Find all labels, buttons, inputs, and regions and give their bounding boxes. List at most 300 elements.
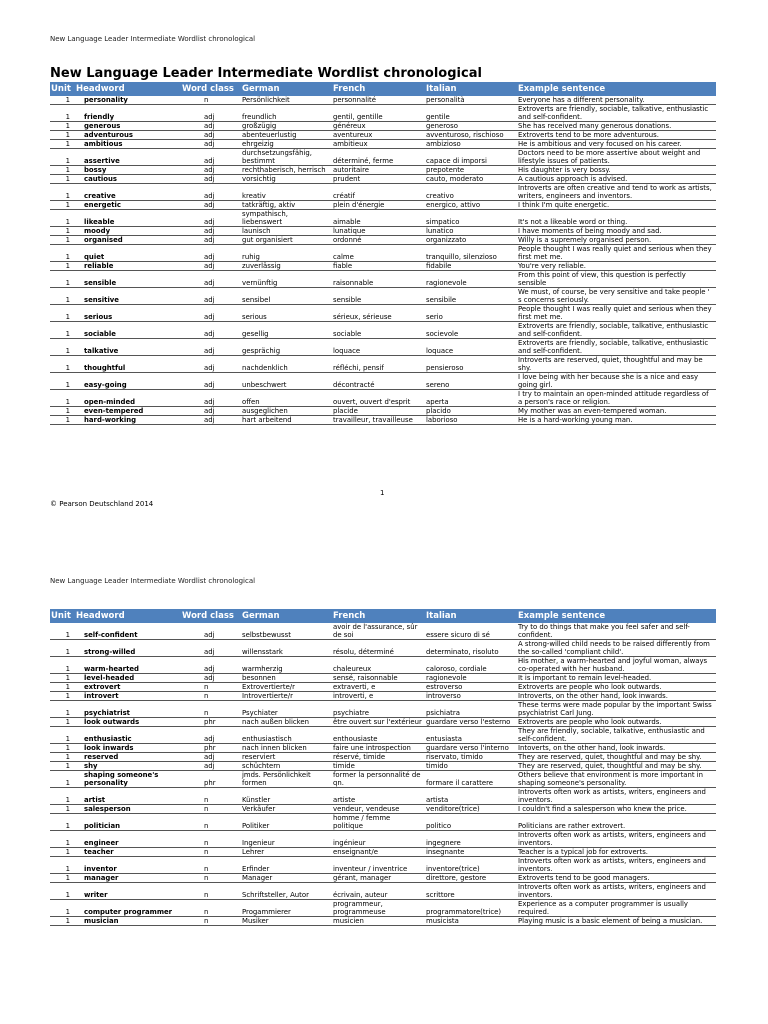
example-sentence-cell: Introverts, on the other hand, look inwards. <box>516 692 716 701</box>
word-class-cell: adj <box>180 227 240 236</box>
german-cell: zuverlässig <box>240 262 331 271</box>
headword-cell: enthusiastic <box>74 727 180 744</box>
french-cell: sociable <box>331 322 424 339</box>
german-cell: ausgeglichen <box>240 407 331 416</box>
italian-cell: musicista <box>424 917 516 926</box>
unit-cell: 1 <box>50 184 74 201</box>
table-body <box>50 623 716 926</box>
italian-cell: pensieroso <box>424 356 516 373</box>
word-class-cell: adj <box>180 288 240 305</box>
french-cell: musicien <box>331 917 424 926</box>
italian-cell: sensibile <box>424 288 516 305</box>
table-row <box>50 900 716 917</box>
italian-cell: serio <box>424 305 516 322</box>
headword-cell: computer programmer <box>74 900 180 917</box>
example-sentence-cell: Teacher is a typical job for extroverts. <box>516 848 716 857</box>
headword-cell: shaping someone's personality <box>74 771 180 788</box>
french-cell: lunatique <box>331 227 424 236</box>
column-header: Example sentence <box>516 82 716 96</box>
headword-cell: musician <box>74 917 180 926</box>
french-cell: résolu, déterminé <box>331 640 424 657</box>
example-sentence-cell: His daughter is very bossy. <box>516 166 716 175</box>
german-cell: gut organisiert <box>240 236 331 245</box>
german-cell: rechthaberisch, herrisch <box>240 166 331 175</box>
french-cell: ambitieux <box>331 140 424 149</box>
example-sentence-cell: Extroverts are people who look outwards. <box>516 683 716 692</box>
headword-cell: look outwards <box>74 718 180 727</box>
word-class-cell: adj <box>180 727 240 744</box>
italian-cell: sereno <box>424 373 516 390</box>
example-sentence-cell: I have moments of being moody and sad. <box>516 227 716 236</box>
german-cell: launisch <box>240 227 331 236</box>
word-class-cell: n <box>180 683 240 692</box>
german-cell: tatkräftig, aktiv <box>240 201 331 210</box>
italian-cell: scrittore <box>424 883 516 900</box>
word-class-cell: n <box>180 831 240 848</box>
italian-cell: insegnante <box>424 848 516 857</box>
french-cell: réservé, timide <box>331 753 424 762</box>
french-cell: placide <box>331 407 424 416</box>
example-sentence-cell: Others believe that environment is more important in shaping someone's personality. <box>516 771 716 788</box>
word-class-cell: adj <box>180 105 240 122</box>
italian-cell: prepotente <box>424 166 516 175</box>
french-cell: généreux <box>331 122 424 131</box>
italian-cell: ragionevole <box>424 271 516 288</box>
french-cell: extraverti, e <box>331 683 424 692</box>
unit-cell: 1 <box>50 201 74 210</box>
example-sentence-cell: It is important to remain level-headed. <box>516 674 716 683</box>
headword-cell: engineer <box>74 831 180 848</box>
example-sentence-cell: Experience as a computer programmer is usually required. <box>516 900 716 917</box>
word-class-cell: adj <box>180 407 240 416</box>
word-class-cell: adj <box>180 262 240 271</box>
german-cell: Psychiater <box>240 701 331 718</box>
unit-cell: 1 <box>50 683 74 692</box>
italian-cell: simpatico <box>424 210 516 227</box>
headword-cell: salesperson <box>74 805 180 814</box>
french-cell: artiste <box>331 788 424 805</box>
german-cell: nach innen blicken <box>240 744 331 753</box>
french-cell: aimable <box>331 210 424 227</box>
copyright-notice: © Pearson Deutschland 2014 <box>50 500 154 508</box>
german-cell: Künstler <box>240 788 331 805</box>
italian-cell: generoso <box>424 122 516 131</box>
example-sentence-cell: Introverts often work as artists, writers, engineers and inventors. <box>516 883 716 900</box>
unit-cell: 1 <box>50 883 74 900</box>
example-sentence-cell: People thought I was really quiet and serious when they first met me. <box>516 305 716 322</box>
unit-cell: 1 <box>50 701 74 718</box>
unit-cell: 1 <box>50 788 74 805</box>
column-header: Headword <box>74 82 180 96</box>
word-class-cell: n <box>180 857 240 874</box>
french-cell: prudent <box>331 175 424 184</box>
column-header: Headword <box>74 609 180 623</box>
column-header: French <box>331 609 424 623</box>
french-cell: sérieux, sérieuse <box>331 305 424 322</box>
french-cell: déterminé, ferme <box>331 149 424 166</box>
unit-cell: 1 <box>50 623 74 640</box>
example-sentence-cell: I try to maintain an open-minded attitude regardless of a person's race or religion. <box>516 390 716 407</box>
headword-cell: level-headed <box>74 674 180 683</box>
headword-cell: strong-willed <box>74 640 180 657</box>
french-cell: programmeur, programmeuse <box>331 900 424 917</box>
example-sentence-cell: Extroverts tend to be good managers. <box>516 874 716 883</box>
italian-cell: riservato, timido <box>424 753 516 762</box>
column-header: Unit <box>50 609 74 623</box>
unit-cell: 1 <box>50 271 74 288</box>
french-cell: créatif <box>331 184 424 201</box>
example-sentence-cell: Everyone has a different personality. <box>516 96 716 105</box>
column-header: Italian <box>424 609 516 623</box>
headword-cell: bossy <box>74 166 180 175</box>
word-class-cell: adj <box>180 201 240 210</box>
german-cell: hart arbeitend <box>240 416 331 425</box>
german-cell: freundlich <box>240 105 331 122</box>
french-cell: aventureux <box>331 131 424 140</box>
column-header: Example sentence <box>516 609 716 623</box>
french-cell: vendeur, vendeuse <box>331 805 424 814</box>
table-row <box>50 623 716 640</box>
example-sentence-cell: Doctors need to be more assertive about weight and lifestyle issues of patients. <box>516 149 716 166</box>
table-row <box>50 674 716 683</box>
unit-cell: 1 <box>50 744 74 753</box>
word-class-cell: adj <box>180 356 240 373</box>
french-cell: autoritaire <box>331 166 424 175</box>
german-cell: serious <box>240 305 331 322</box>
italian-cell: inventore(trice) <box>424 857 516 874</box>
headword-cell: cautious <box>74 175 180 184</box>
word-class-cell: adj <box>180 416 240 425</box>
word-class-cell: adj <box>180 175 240 184</box>
french-cell: personnalité <box>331 96 424 105</box>
headword-cell: energetic <box>74 201 180 210</box>
headword-cell: talkative <box>74 339 180 356</box>
word-class-cell: n <box>180 874 240 883</box>
italian-cell: loquace <box>424 339 516 356</box>
headword-cell: ambitious <box>74 140 180 149</box>
example-sentence-cell: Willy is a supremely organised person. <box>516 236 716 245</box>
italian-cell: personalità <box>424 96 516 105</box>
german-cell: nach außen blicken <box>240 718 331 727</box>
french-cell: plein d'énergie <box>331 201 424 210</box>
example-sentence-cell: He is ambitious and very focused on his career. <box>516 140 716 149</box>
unit-cell: 1 <box>50 105 74 122</box>
german-cell: Manager <box>240 874 331 883</box>
headword-cell: friendly <box>74 105 180 122</box>
example-sentence-cell: Introverts often work as artists, writers, engineers and inventors. <box>516 788 716 805</box>
italian-cell: laborioso <box>424 416 516 425</box>
german-cell: Verkäufer <box>240 805 331 814</box>
word-class-cell: adj <box>180 339 240 356</box>
word-class-cell: phr <box>180 771 240 788</box>
example-sentence-cell: A strong-willed child needs to be raised differently from the so-called 'compliant child'. <box>516 640 716 657</box>
table-row <box>50 744 716 753</box>
italian-cell: estroverso <box>424 683 516 692</box>
word-class-cell: adj <box>180 271 240 288</box>
column-header: French <box>331 82 424 96</box>
italian-cell: venditore(trice) <box>424 805 516 814</box>
german-cell: offen <box>240 390 331 407</box>
headword-cell: manager <box>74 874 180 883</box>
example-sentence-cell: Intoverts, on the other hand, look inwards. <box>516 744 716 753</box>
column-header: Unit <box>50 82 74 96</box>
document-title: New Language Leader Intermediate Wordlist chronological <box>50 66 482 81</box>
german-cell: Politiker <box>240 814 331 831</box>
unit-cell: 1 <box>50 657 74 674</box>
example-sentence-cell: Try to do things that make you feel safer and self-confident. <box>516 623 716 640</box>
word-class-cell: adj <box>180 623 240 640</box>
example-sentence-cell: People thought I was really quiet and serious when they first met me. <box>516 245 716 262</box>
german-cell: durchsetzungsfähig, bestimmt <box>240 149 331 166</box>
table-row <box>50 657 716 674</box>
french-cell: former la personnalité de qn. <box>331 771 424 788</box>
french-cell: introverti, e <box>331 692 424 701</box>
headword-cell: look inwards <box>74 744 180 753</box>
example-sentence-cell: Extroverts are friendly, sociable, talkative, enthusiastic and self-confident. <box>516 339 716 356</box>
table-row <box>50 762 716 771</box>
unit-cell: 1 <box>50 640 74 657</box>
example-sentence-cell: It's not a likeable word or thing. <box>516 210 716 227</box>
table-row <box>50 701 716 718</box>
french-cell: enthousiaste <box>331 727 424 744</box>
headword-cell: reserved <box>74 753 180 762</box>
example-sentence-cell: She has received many generous donations. <box>516 122 716 131</box>
french-cell: gentil, gentille <box>331 105 424 122</box>
italian-cell: ingegnere <box>424 831 516 848</box>
german-cell: Introvertierte/r <box>240 692 331 701</box>
word-class-cell: n <box>180 848 240 857</box>
french-cell: être ouvert sur l'extérieur <box>331 718 424 727</box>
table-row <box>50 683 716 692</box>
french-cell: fiable <box>331 262 424 271</box>
german-cell: ehrgeizig <box>240 140 331 149</box>
german-cell: sensibel <box>240 288 331 305</box>
table-row <box>50 805 716 814</box>
headword-cell: thoughtful <box>74 356 180 373</box>
headword-cell: extrovert <box>74 683 180 692</box>
german-cell: kreativ <box>240 184 331 201</box>
unit-cell: 1 <box>50 140 74 149</box>
italian-cell: fidabile <box>424 262 516 271</box>
german-cell: abenteuerlustig <box>240 131 331 140</box>
word-class-cell: n <box>180 96 240 105</box>
german-cell: Lehrer <box>240 848 331 857</box>
table-row <box>50 831 716 848</box>
wordlist-table <box>50 609 716 926</box>
italian-cell: capace di imporsi <box>424 149 516 166</box>
example-sentence-cell: His mother, a warm-hearted and joyful woman, always co-operated with her husband. <box>516 657 716 674</box>
running-header: New Language Leader Intermediate Wordlist chronological <box>50 577 256 585</box>
word-class-cell: phr <box>180 718 240 727</box>
german-cell: Erfinder <box>240 857 331 874</box>
italian-cell: politico <box>424 814 516 831</box>
example-sentence-cell: They are reserved, quiet, thoughtful and may be shy. <box>516 762 716 771</box>
table-row <box>50 718 716 727</box>
french-cell: inventeur / inventrice <box>331 857 424 874</box>
example-sentence-cell: They are friendly, sociable, talkative, enthusiastic and self-confident. <box>516 727 716 744</box>
example-sentence-cell: I couldn't find a salesperson who knew the price. <box>516 805 716 814</box>
french-cell: réfléchi, pensif <box>331 356 424 373</box>
table-row <box>50 727 716 744</box>
italian-cell: artista <box>424 788 516 805</box>
example-sentence-cell: You're very reliable. <box>516 262 716 271</box>
word-class-cell: n <box>180 788 240 805</box>
french-cell: sensé, raisonnable <box>331 674 424 683</box>
french-cell: ingénieur <box>331 831 424 848</box>
headword-cell: open-minded <box>74 390 180 407</box>
table-row <box>50 917 716 926</box>
italian-cell: tranquillo, silenzioso <box>424 245 516 262</box>
unit-cell: 1 <box>50 322 74 339</box>
german-cell: Progammierer <box>240 900 331 917</box>
headword-cell: artist <box>74 788 180 805</box>
italian-cell: determinato, risoluto <box>424 640 516 657</box>
german-cell: vorsichtig <box>240 175 331 184</box>
unit-cell: 1 <box>50 356 74 373</box>
german-cell: ruhig <box>240 245 331 262</box>
unit-cell: 1 <box>50 373 74 390</box>
example-sentence-cell: Extroverts tend to be more adventurous. <box>516 131 716 140</box>
headword-cell: writer <box>74 883 180 900</box>
german-cell: jmds. Persönlichkeit formen <box>240 771 331 788</box>
table-row <box>50 771 716 788</box>
unit-cell: 1 <box>50 339 74 356</box>
unit-cell: 1 <box>50 166 74 175</box>
example-sentence-cell: Introverts are reserved, quiet, thoughtful and may be shy. <box>516 356 716 373</box>
french-cell: calme <box>331 245 424 262</box>
unit-cell: 1 <box>50 857 74 874</box>
italian-cell: organizzato <box>424 236 516 245</box>
french-cell: enseignant/e <box>331 848 424 857</box>
table-row <box>50 848 716 857</box>
unit-cell: 1 <box>50 692 74 701</box>
french-cell: avoir de l'assurance, sûr de soi <box>331 623 424 640</box>
unit-cell: 1 <box>50 805 74 814</box>
italian-cell: avventuroso, rischioso <box>424 131 516 140</box>
italian-cell: creativo <box>424 184 516 201</box>
german-cell: unbeschwert <box>240 373 331 390</box>
example-sentence-cell: We must, of course, be very sensitive and take people ' s concerns seriously. <box>516 288 716 305</box>
example-sentence-cell: These terms were made popular by the important Swiss psychiatrist Carl Jung. <box>516 701 716 718</box>
word-class-cell: adj <box>180 166 240 175</box>
headword-cell: self-confident <box>74 623 180 640</box>
french-cell: ouvert, ouvert d'esprit <box>331 390 424 407</box>
german-cell: besonnen <box>240 674 331 683</box>
word-class-cell: adj <box>180 122 240 131</box>
french-cell: gérant, manager <box>331 874 424 883</box>
example-sentence-cell: Extroverts are friendly, sociable, talkative, enthusiastic and self-confident. <box>516 322 716 339</box>
table-row <box>50 883 716 900</box>
french-cell: psychiatre <box>331 701 424 718</box>
table-header-row <box>50 609 716 623</box>
german-cell: gesprächig <box>240 339 331 356</box>
unit-cell: 1 <box>50 96 74 105</box>
word-class-cell: adj <box>180 149 240 166</box>
example-sentence-cell: He is a hard-working young man. <box>516 416 716 425</box>
headword-cell: warm-hearted <box>74 657 180 674</box>
italian-cell: placido <box>424 407 516 416</box>
table-row <box>50 814 716 831</box>
french-cell: chaleureux <box>331 657 424 674</box>
table-row <box>50 753 716 762</box>
table-row <box>50 788 716 805</box>
word-class-cell: adj <box>180 184 240 201</box>
headword-cell: sensitive <box>74 288 180 305</box>
headword-cell: even-tempered <box>74 407 180 416</box>
unit-cell: 1 <box>50 874 74 883</box>
italian-cell: psichiatra <box>424 701 516 718</box>
unit-cell: 1 <box>50 210 74 227</box>
french-cell: décontracté <box>331 373 424 390</box>
italian-cell: entusiasta <box>424 727 516 744</box>
example-sentence-cell: Extroverts are friendly, sociable, talkative, enthusiastic and self-confident. <box>516 105 716 122</box>
italian-cell: gentile <box>424 105 516 122</box>
column-header: Word class <box>180 609 240 623</box>
example-sentence-cell: My mother was an even-tempered woman. <box>516 407 716 416</box>
example-sentence-cell: Introverts often work as artists, writers, engineers and inventors. <box>516 831 716 848</box>
italian-cell: ragionevole <box>424 674 516 683</box>
italian-cell: lunatico <box>424 227 516 236</box>
italian-cell: cauto, moderato <box>424 175 516 184</box>
headword-cell: politician <box>74 814 180 831</box>
headword-cell: introvert <box>74 692 180 701</box>
german-cell: enthusiastisch <box>240 727 331 744</box>
word-class-cell: n <box>180 692 240 701</box>
example-sentence-cell: A cautious approach is advised. <box>516 175 716 184</box>
unit-cell: 1 <box>50 122 74 131</box>
unit-cell: 1 <box>50 175 74 184</box>
headword-cell: inventor <box>74 857 180 874</box>
unit-cell: 1 <box>50 236 74 245</box>
unit-cell: 1 <box>50 131 74 140</box>
italian-cell: ambizioso <box>424 140 516 149</box>
unit-cell: 1 <box>50 262 74 271</box>
table-row <box>50 857 716 874</box>
headword-cell: creative <box>74 184 180 201</box>
word-class-cell: n <box>180 814 240 831</box>
example-sentence-cell: They are reserved, quiet, thoughtful and may be shy. <box>516 753 716 762</box>
headword-cell: hard-working <box>74 416 180 425</box>
german-cell: vernünftig <box>240 271 331 288</box>
word-class-cell: adj <box>180 322 240 339</box>
unit-cell: 1 <box>50 718 74 727</box>
french-cell: travailleur, travailleuse <box>331 416 424 425</box>
headword-cell: psychiatrist <box>74 701 180 718</box>
german-cell: Schriftsteller, Autor <box>240 883 331 900</box>
italian-cell: timido <box>424 762 516 771</box>
table-row <box>50 692 716 701</box>
german-cell: willensstark <box>240 640 331 657</box>
example-sentence-cell: Playing music is a basic element of being a musician. <box>516 917 716 926</box>
unit-cell: 1 <box>50 917 74 926</box>
german-cell: Extrovertierte/r <box>240 683 331 692</box>
unit-cell: 1 <box>50 900 74 917</box>
headword-cell: organised <box>74 236 180 245</box>
word-class-cell: adj <box>180 140 240 149</box>
german-cell: Persönlichkeit <box>240 96 331 105</box>
word-class-cell: adj <box>180 373 240 390</box>
word-class-cell: adj <box>180 245 240 262</box>
unit-cell: 1 <box>50 416 74 425</box>
example-sentence-cell: Introverts often work as artists, writers, engineers and inventors. <box>516 857 716 874</box>
word-class-cell: adj <box>180 210 240 227</box>
running-header: New Language Leader Intermediate Wordlist chronological <box>50 35 256 43</box>
french-cell: sensible <box>331 288 424 305</box>
headword-cell: adventurous <box>74 131 180 140</box>
word-class-cell: phr <box>180 744 240 753</box>
french-cell: timide <box>331 762 424 771</box>
column-header: German <box>240 82 331 96</box>
